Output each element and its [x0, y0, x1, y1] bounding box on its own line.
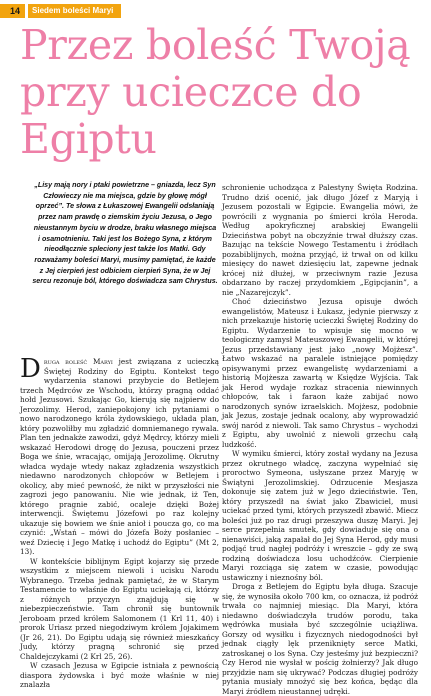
drop-cap: D [20, 354, 41, 384]
paragraph-3: W czasach Jezusa w Egipcie istniała z pewnością diaspora żydowska i być może właśnie w niej znalazła [20, 661, 219, 689]
article-title: Przez boleść Twoją przy ucieczce do Egiptu [20, 21, 411, 163]
right-column [222, 183, 418, 696]
paragraph-6: W wymiku śmierci, który został wydany na Jezusa przez okrutnego władcę, zaczyna wypełniać się proroctwo Symeona, usłyszane przez Maryję w Świątyni Jerozolimskiej. Odrzucenie Mesjasza dokonuje się zatem już w Jego dzieciństwie. Ten, który przyszedł na świat jako Zbawiciel, musi uciekać przed tymi, których przyszedł zbawić. Miecz boleści już po raz drugi przeszywa duszę Maryi. Jej serce przepełnia smutek, gdy dowiaduje się ona o nienawiści, jaką zapałał do Jej Syna Herod, gdy musi podjąć trud nagłej podróży i wreszcie – gdy ze swą rodziną doświadcza losu uchodźców. Cierpienie Maryi rozciąga się zatem w czasie, powodując ustawiczny i nieznośny ból. [222, 449, 418, 582]
paragraph-1-text: jest związana z ucieczką Świętej Rodziny do Egiptu. Kontekst tego wydarzenia stanowi przybycie do Betlejem trzech Mędrców ze Wschodu, którzy pragną oddać hołd Jezusowi. Szukając Go, kierują się najpierw do Jerozolimy. Herod, zaniepokojony ich pytaniami o nowo narodzonego króla żydowskiego, układa plan, który pozwoliłby mu zgładzić domniemanego rywala. Plan ten jednakże zawodzi, gdyż Mędrcy, którzy mieli wskazać Herodowi drogę do Jezusa, pouczeni przez Boga we śnie, wracając, omijają Jerozolimę. Okrutny władca wydaje wtedy nakaz zgładzenia wszystkich niedawno narodzonych chłopców w Betlejem i okolicy, aby mieć pewność, że nikt w przyszłości nie zagrozi jego panowaniu. Nie wie jednak, iż Ten, którego pragnie zabić, ocaleje dzięki Bożej interwencji. Świętemu Józefowi po raz kolejny ukazuje się bowiem we śnie anioł i poucza go, co ma czynić: „Wstań – mówi do Józefa Boży posłaniec – weź Dziecię i Jego Matkę i uchodź do Egiptu” (Mt 2, 13). [20, 357, 220, 556]
paragraph-4: schronienie uchodząca z Palestyny Święta Rodzina. Trudno dziś ocenić, jak długo Józef z Maryją i Jezusem pozostali w Egipcie. Ewangelia mówi, że powrócili z wygnania po śmierci króla Heroda. Według apokryficznej arabskiej Ewangelii Dzieciństwa pobyt na obczyźnie trwał dłuższy czas. Bazując na tekście Nowego Testamentu i źródłach pozabiblijnych, można przyjąć, iż trwał on od kilku miesięcy do nawet dziesięciu lat, zapewne jednak krócej niż dłużej, w przeciwnym razie Jezusa obdarzano by raczej przydomkiem „Egipcjanin”, a nie „Nazarejczyk”. [222, 183, 418, 297]
section-tag: Siedem boleści Maryi [28, 4, 121, 18]
paragraph-7: Droga z Betlejem do Egiptu była długa. Szacuje się, że wynosiła około 700 km, co oznacza, iż podróż trwała co najmniej miesiąc. Dla Maryi, która niedawno doświadczyła trudów porodu, taka wędrówka musiała być szczególnie uciążliwa. Gorszy od wysiłku i fizycznych niedogodności był jednak ciągły lęk przeniknięty serce Matki, zatroskanej o los Syna. Czy jesteśmy już bezpieczni? Czy Herod nie wysłał w pościg żołnierzy? Jak długo przyjdzie nam się ukrywać? Podczas długiej podróży pytania musiały mnożyć się bez końca, będąc dla Maryi źródłem nieustannej udręki. [222, 582, 418, 696]
paragraph-1 [20, 354, 220, 557]
lead-paragraph: „Lisy mają nory i ptaki powietrzne – gniazda, lecz Syn Człowieczy nie ma miejsca, gdzie by głowę mógł oprzeć”. Te słowa z Łukaszowej Ewangelii odsłaniają przez nam prawdę o ziemskim życiu Jezusa, o Jego nieustannym byciu w drodze, braku własnego miejsca i osamotnieniu. Taki jest los Bożego Syna, z którym nieodłącznie spleciony jest także los Matki. Gdy rozważamy boleści Maryi, musimy pamiętać, że każde z Jej cierpień jest odbiciem cierpień Syna, że w Jej sercu rezonuje ból, którego doświadcza sam Chrystus. [32, 181, 218, 286]
opening-words: ruga boleść Maryi [43, 357, 113, 366]
page-number: 14 [0, 4, 25, 18]
header-bar [0, 4, 121, 18]
left-column [20, 354, 220, 690]
paragraph-2: W kontekście biblijnym Egipt kojarzy się przede wszystkim z miejscem niewoli i ucisku Narodu Wybranego. Trzeba jednak pamiętać, że w Starym Testamencie to właśnie do Egiptu uciekają ci, którzy z różnych przyczyn znajdują się w niebezpieczeństwie. Tam chronił się buntownik Jeroboam przed królem Salomonem (1 Krl 11, 40) i prorok Uriasz przed niegodziwym królem Jojakimem (Jr 26, 21). Do Egiptu udają się również mieszkańcy Judy, którzy pragną schronić się przed Chaldejczykami (2 Krl 25, 26). [20, 556, 219, 661]
paragraph-5: Choć dzieciństwo Jezusa opisuje dwóch ewangelistów, Mateusz i Łukasz, jedynie pierwszy z nich przekazuje historię ucieczki Świętej Rodziny do Egiptu. Wydarzenie to wpisuje się mocno w teologiczny zamysł Mateuszowej Ewangelii, w której Jezus przedstawiany jest jako „nowy Mojżesz”. Łatwo wskazać na paralele istniejące pomiędzy opisywanymi przez ewangelistę wydarzeniami a historią Mojżesza zawartą w Księdze Wyjścia. Tak jak Herod wydaje rozkaz stracenia niewinnych chłopców, tak i faraon każe zabijać nowo narodzonych synów izraelskich. Mojżesz, podobnie jak Jezus, zostaje jednak ocalony, aby wyprowadzić swój naród z niewoli. Tak samo Chrystus – wychodzi z Egiptu, aby uwolnić z niewoli grzechu całą ludzkość. [222, 297, 418, 449]
